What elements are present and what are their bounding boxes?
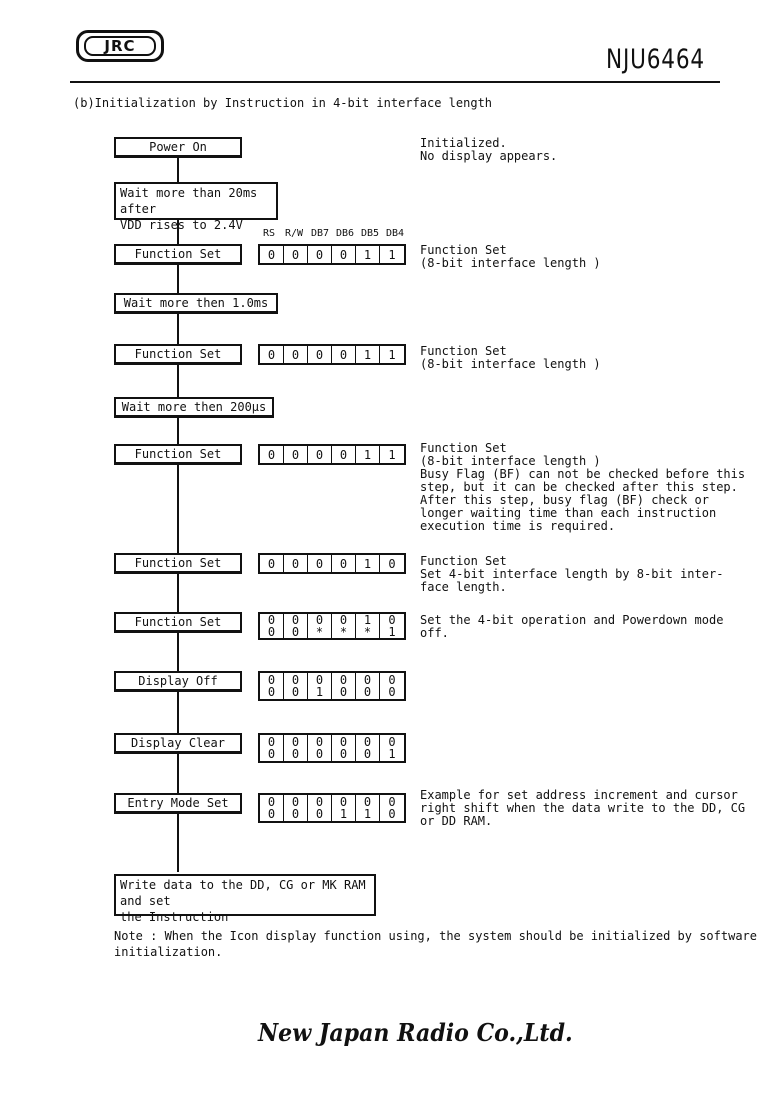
step-box: Function Set [114,244,242,265]
bit-table [258,344,406,365]
bit-table [258,444,406,465]
bit-value: 0 [339,613,348,627]
bit-cell [332,555,356,572]
bit-cell [356,446,380,463]
step-box: Function Set [114,553,242,574]
bit-value: 0 [388,807,396,821]
bit-value: 0 [315,673,324,687]
bit-value: 0 [291,247,300,262]
bit-value: 1 [363,447,372,462]
bit-value: 0 [291,747,300,761]
bit-cell [284,614,308,638]
step-box: Wait more then 1.0ms [114,293,278,314]
step-box: Write data to the DD, CG or MK RAM and set the Instruction [114,874,376,916]
bit-cell [260,346,284,363]
section-heading: (b)Initialization by Instruction in 4-bit interface length [73,96,493,110]
bit-cell [308,735,332,761]
bit-cell [332,346,356,363]
bit-cell [380,614,404,638]
bit-value: 0 [339,247,348,262]
bit-cell [284,446,308,463]
step-box: Wait more then 200μs [114,397,274,418]
bit-value: 0 [291,807,300,821]
bit-value: 0 [388,795,396,809]
bit-value: 0 [291,685,300,699]
step-box: Function Set [114,344,242,365]
bit-value: 1 [388,625,396,639]
bit-value: 0 [315,556,324,571]
bit-value: 0 [388,556,396,571]
step-box: Display Off [114,671,242,692]
bit-value: 1 [363,556,372,571]
bit-cell [356,735,380,761]
bit-cell [284,346,308,363]
bit-value: 0 [291,347,300,362]
step-box: Wait more than 20ms after VDD rises to 2.4V [114,182,278,220]
step-box: Function Set [114,612,242,633]
bit-value: 0 [315,447,324,462]
step-box: Power On [114,137,242,158]
bit-header: DB5 [361,228,380,239]
bit-value: 0 [291,613,300,627]
bit-value: 0 [315,735,324,749]
bit-cell [332,446,356,463]
bit-value: 1 [363,347,372,362]
bit-value: 0 [267,673,276,687]
bit-value: 0 [267,247,276,262]
bit-value: 0 [315,247,324,262]
bit-cell [380,555,404,572]
bit-cell [260,735,284,761]
bit-value: 0 [315,795,324,809]
bit-cell [356,246,380,263]
bit-cell [356,346,380,363]
bit-value: 0 [339,673,348,687]
bit-value: 0 [339,347,348,362]
footnote: Note : When the Icon display function using, the system should be initialized by software initialization. [114,929,757,959]
bit-value: 0 [315,747,324,761]
step-note: Function Set (8-bit interface length ) Busy Flag (BF) can not be checked before this step, but it can be checked after this step. After this step, busy flag (BF) check or longer waiting time than each instruction execution time is required. [420,441,746,533]
bit-value: 0 [339,735,348,749]
bit-cell [380,246,404,263]
bit-value: 0 [291,447,300,462]
bit-cell [380,446,404,463]
bit-value: 1 [388,347,396,362]
bit-value: 0 [267,735,276,749]
step-box: Display Clear [114,733,242,754]
bit-value: 0 [363,735,372,749]
bit-value: 0 [267,625,276,639]
bit-value: 0 [363,673,372,687]
step-note: Set the 4-bit operation and Powerdown mode off. [420,613,724,640]
bit-cell [260,795,284,821]
bit-value: 0 [363,685,372,699]
bit-value: 0 [339,795,348,809]
bit-header: RS [263,228,276,239]
bit-cell [308,673,332,699]
bit-cell [332,246,356,263]
bit-cell [356,614,380,638]
bit-table [258,612,406,640]
bit-value: 0 [339,447,348,462]
bit-cell [260,673,284,699]
bit-value: 0 [267,685,276,699]
bit-header: DB4 [386,228,405,239]
flow-connector [177,158,179,872]
bit-table [258,671,406,701]
bit-value: 0 [267,795,276,809]
bit-cell [284,795,308,821]
bit-cell [380,795,404,821]
step-note: Function Set (8-bit interface length ) [420,243,601,270]
bit-value: 0 [363,747,372,761]
bit-value: * [315,625,324,639]
bit-value: 0 [339,747,348,761]
bit-cell [308,446,332,463]
company-name: New Japan Radio Co.,Ltd. [258,1018,573,1047]
bit-cell [380,346,404,363]
bit-value: 0 [267,807,276,821]
bit-value: 1 [388,247,396,262]
bit-value: 0 [339,685,348,699]
bit-header: DB7 [311,228,330,239]
bit-cell [356,673,380,699]
bit-value: 0 [315,807,324,821]
bit-value: 1 [363,247,372,262]
bit-value: 0 [388,735,396,749]
bit-value: 0 [291,735,300,749]
bit-cell [308,555,332,572]
bit-value: 0 [363,795,372,809]
bit-value: 0 [315,347,324,362]
bit-value: 0 [267,747,276,761]
bit-value: 1 [388,747,396,761]
bit-cell [332,735,356,761]
bit-value: 0 [339,556,348,571]
bit-table [258,553,406,574]
bit-cell [284,246,308,263]
bit-cell [308,614,332,638]
step-box: Function Set [114,444,242,465]
bit-value: * [363,625,372,639]
step-note: Function Set Set 4-bit interface length by 8-bit inter- face length. [420,554,724,594]
bit-cell [308,795,332,821]
bit-value: 1 [315,685,324,699]
step-box: Entry Mode Set [114,793,242,814]
step-note: Function Set (8-bit interface length ) [420,344,601,371]
bit-cell [380,673,404,699]
bit-value: 0 [291,795,300,809]
bit-cell [332,795,356,821]
bit-value: 0 [388,613,396,627]
bit-value: 1 [363,807,372,821]
bit-cell [260,246,284,263]
bit-value: 0 [267,447,276,462]
bit-table [258,733,406,763]
bit-value: 0 [267,613,276,627]
jrc-logo [76,30,164,62]
bit-cell [332,673,356,699]
bit-value: 0 [267,347,276,362]
bit-value: 1 [363,613,372,627]
bit-cell [260,614,284,638]
step-note: Example for set address increment and cursor right shift when the data write to the DD, CG or DD RAM. [420,788,746,828]
bit-cell [308,246,332,263]
bit-value: 0 [388,673,396,687]
part-number: NJU6464 [606,44,705,75]
bit-value: * [339,625,348,639]
bit-value: 0 [315,613,324,627]
bit-cell [284,673,308,699]
bit-table [258,244,406,265]
bit-value: 1 [388,447,396,462]
bit-header: R/W [285,228,304,239]
bit-cell [260,555,284,572]
step-note: Initialized. No display appears. [420,136,558,163]
bit-cell [380,735,404,761]
bit-value: 0 [267,556,276,571]
bit-value: 0 [388,685,396,699]
bit-cell [260,446,284,463]
logo-text: JRC [84,36,156,56]
bit-cell [284,555,308,572]
bit-table [258,793,406,823]
bit-value: 1 [339,807,348,821]
bit-value: 0 [291,556,300,571]
bit-value: 0 [291,673,300,687]
header-rule [70,81,720,83]
bit-value: 0 [291,625,300,639]
bit-cell [332,614,356,638]
bit-cell [356,795,380,821]
bit-cell [308,346,332,363]
bit-header: DB6 [336,228,355,239]
bit-cell [356,555,380,572]
bit-cell [284,735,308,761]
